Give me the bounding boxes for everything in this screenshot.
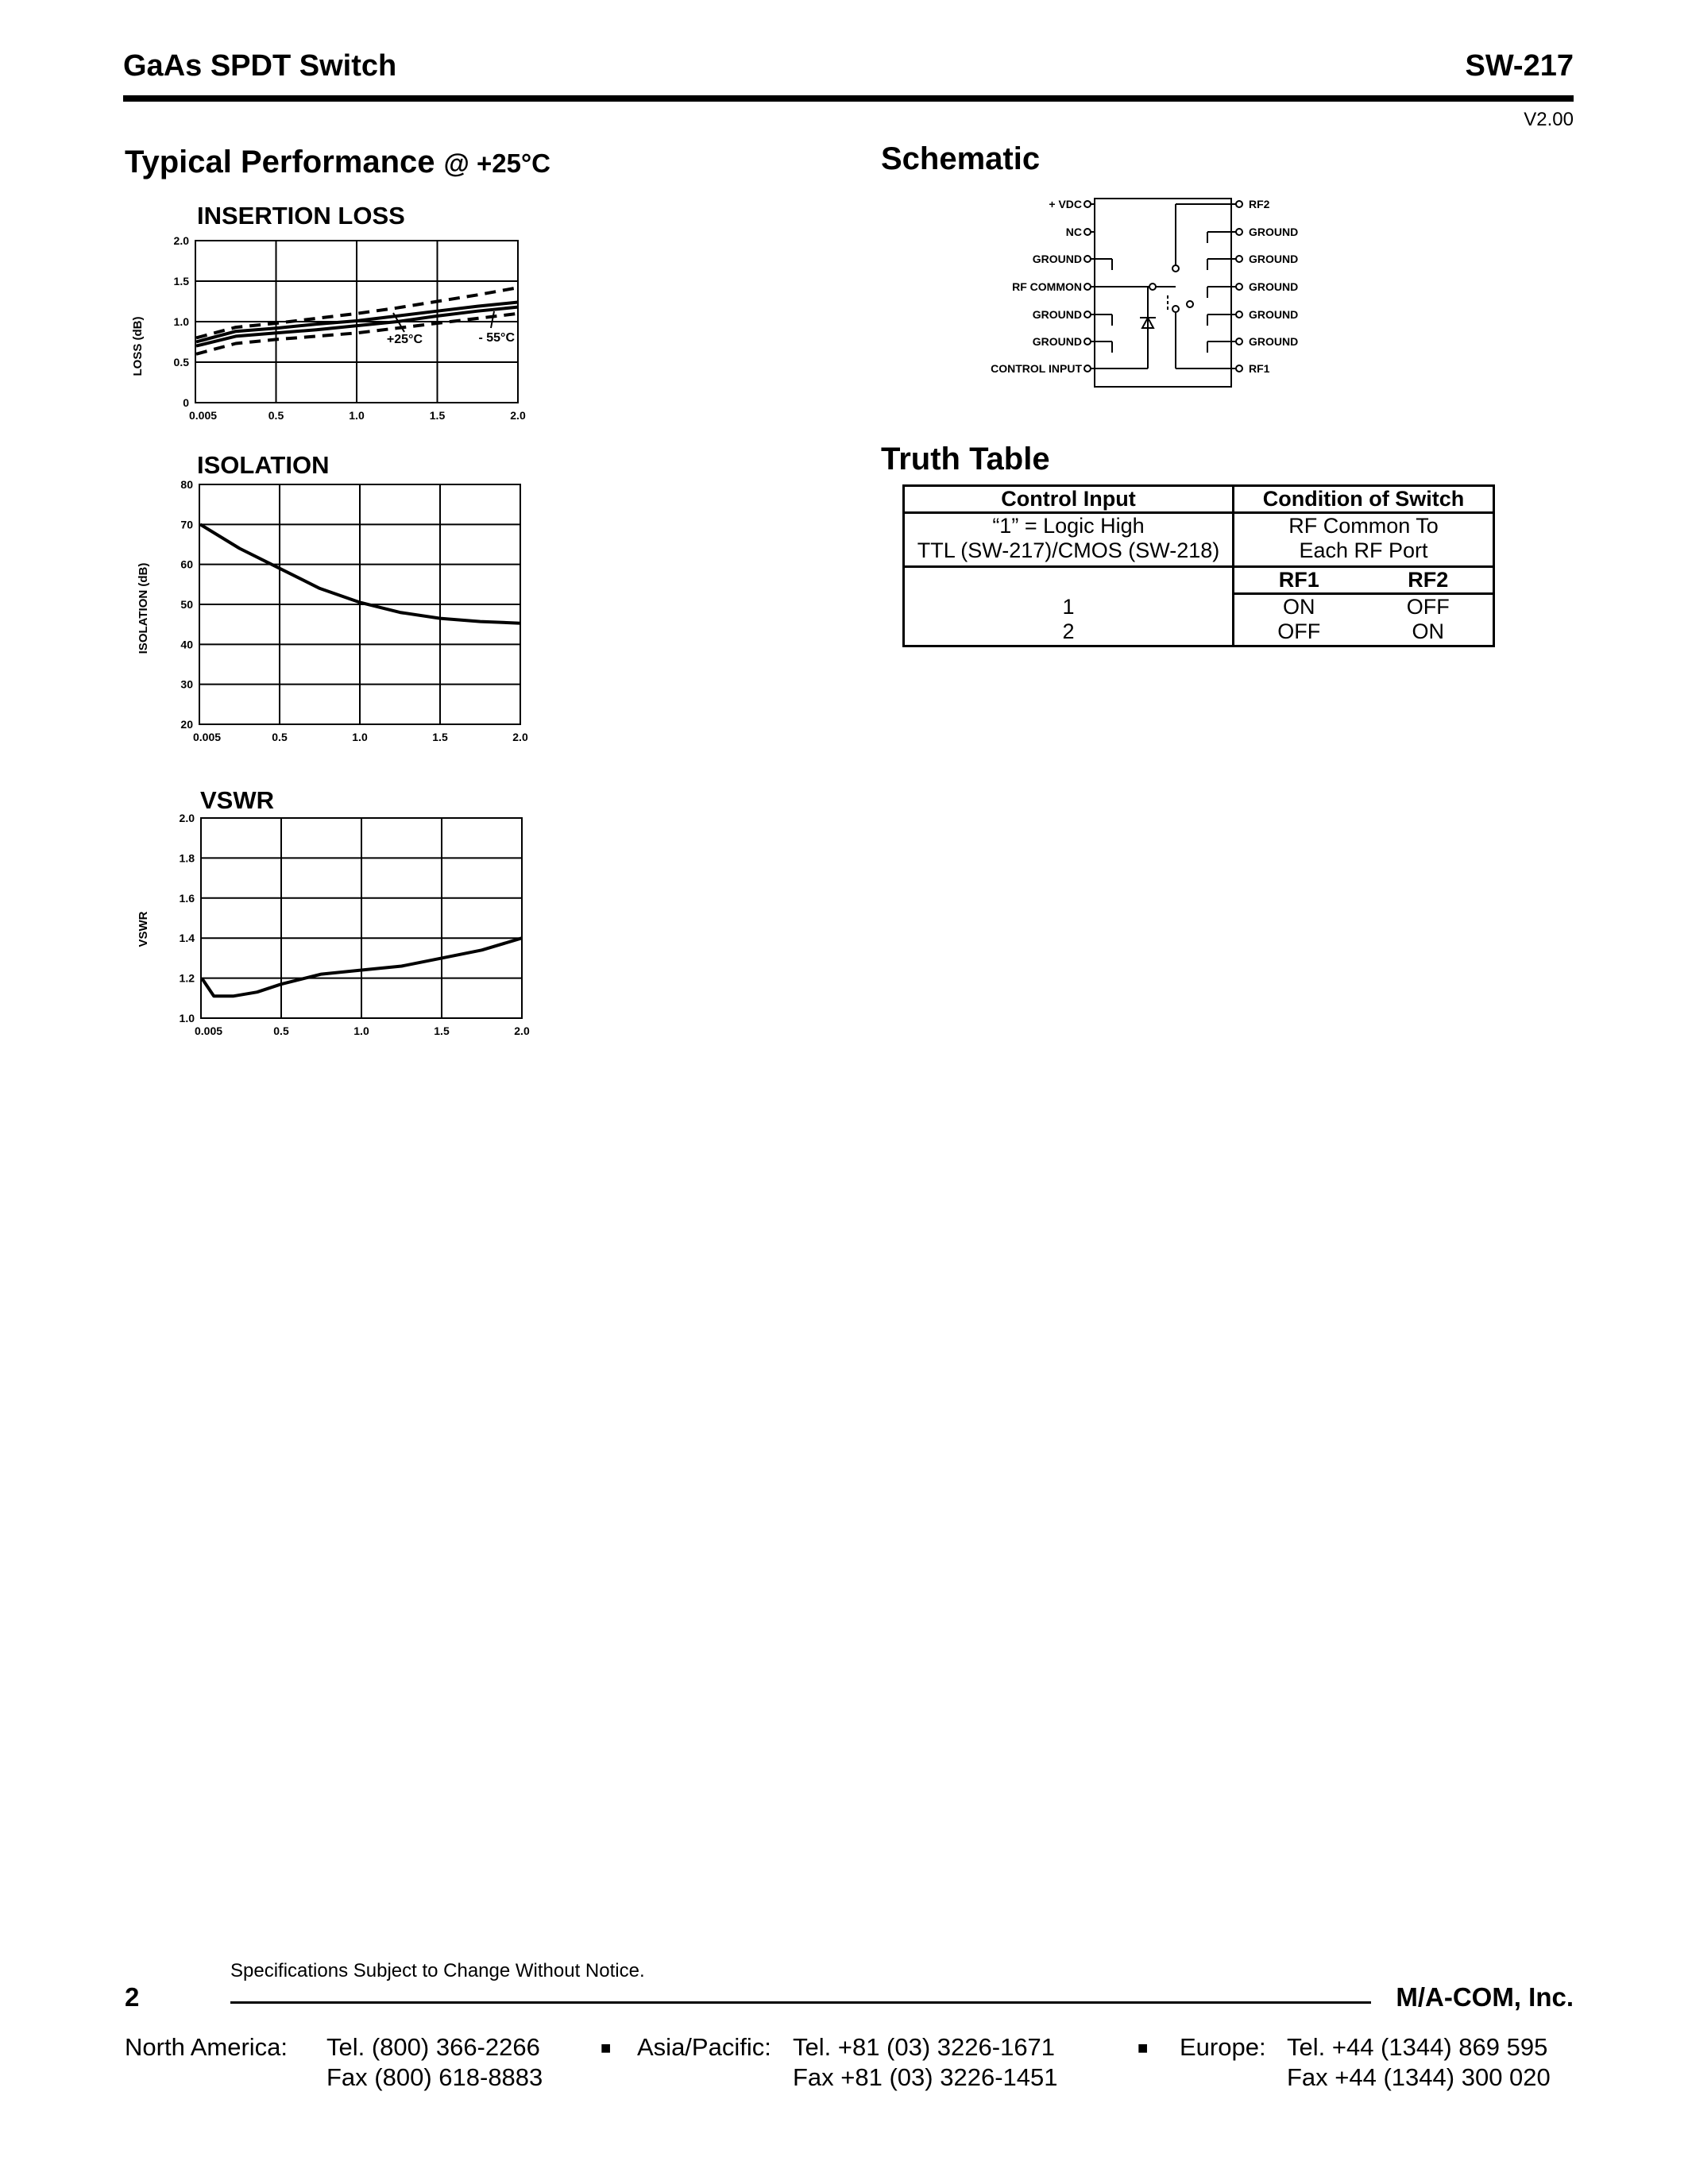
x-tick-label: 1.5: [434, 1024, 450, 1037]
y-tick-labels: [174, 234, 190, 409]
switch-state-values: [1234, 567, 1494, 646]
y-tick-label: 2.0: [173, 234, 189, 247]
pin-terminal: [1084, 201, 1091, 207]
annotation-plus25: +25°C: [386, 333, 423, 346]
y-tick-label: 30: [180, 677, 193, 691]
asia-pacific-tel: Tel. +81 (03) 3226-1671: [793, 2033, 1056, 2061]
pin-terminal: [1236, 365, 1242, 372]
annotation-minus55: - 55°C: [478, 331, 515, 345]
truth-table-title: Truth Table: [881, 442, 1050, 477]
pin-terminal: [1236, 338, 1242, 345]
y-tick-label: 40: [180, 638, 193, 651]
pin-terminal: [1236, 201, 1242, 207]
x-tick-label: 1.0: [352, 731, 368, 743]
y-tick-label: 1.0: [179, 1012, 195, 1024]
annotation-leader-minus55: [491, 311, 494, 328]
y-axis-label: VSWR: [137, 911, 150, 947]
pin-label-right: GROUND: [1249, 308, 1299, 321]
pin-terminal: [1236, 311, 1242, 318]
truth-table-header-row: [904, 486, 1494, 513]
y-tick-label: 20: [180, 718, 193, 731]
subheader-rf2: RF2: [1408, 568, 1449, 592]
header-condition-of-switch: Condition of Switch: [1234, 486, 1494, 513]
spec-notice: Specifications Subject to Change Without Notice.: [230, 1960, 645, 1981]
y-tick-label: 0: [183, 396, 189, 409]
x-tick-label: 0.005: [195, 1024, 223, 1037]
pin-terminal: [1084, 229, 1091, 235]
chart-title-isolation: ISOLATION: [197, 451, 330, 479]
rf2-state-2: ON: [1412, 619, 1444, 643]
pin-terminal: [1084, 365, 1091, 372]
control-input-description: [904, 513, 1234, 567]
pin-terminal: [1236, 284, 1242, 290]
performance-condition: @ +25°C: [443, 149, 551, 178]
pin-label-left: GROUND: [1032, 308, 1082, 321]
truth-table: [902, 484, 1495, 647]
y-tick-label: 1.8: [179, 851, 195, 865]
page-number: 2: [125, 1982, 140, 2012]
company-name: M/A-COM, Inc.: [1396, 1982, 1574, 2012]
y-tick-label: 1.2: [179, 971, 195, 985]
left-pin-labels: [991, 198, 1095, 375]
version-label: V2.00: [1524, 109, 1574, 130]
y-tick-label: 1.5: [173, 275, 189, 287]
x-tick-label: 0.5: [273, 1024, 289, 1037]
footer-rule: [230, 2001, 1371, 2004]
input-value-2: 2: [1062, 619, 1075, 643]
pin-label-right: RF2: [1249, 198, 1270, 210]
rf1-state-1: ON: [1283, 595, 1315, 619]
y-tick-label: 0.5: [173, 356, 189, 369]
y-tick-label: 1.6: [179, 891, 195, 905]
input-value-1: 1: [1062, 595, 1075, 619]
isolation-chart: [127, 473, 540, 759]
performance-title: Typical Performance: [125, 145, 435, 179]
switch-condition-description: [1234, 513, 1494, 567]
y-tick-label: 2.0: [179, 812, 195, 824]
x-tick-labels: [195, 1024, 530, 1037]
north-america-label: North America:: [125, 2033, 288, 2061]
ttl-cmos-line: TTL (SW-217)/CMOS (SW-218): [917, 538, 1220, 562]
part-number: SW-217: [1465, 49, 1574, 83]
schematic-title: Schematic: [881, 141, 1041, 176]
y-tick-labels: [180, 812, 195, 1024]
rf-common-line: RF Common To: [1288, 514, 1439, 538]
control-input-values: [904, 567, 1234, 646]
subheader-rf1: RF1: [1278, 568, 1319, 592]
x-tick-label: 1.0: [349, 409, 365, 422]
europe-tel: Tel. +44 (1344) 869 595: [1287, 2033, 1548, 2061]
pin-terminal: [1084, 311, 1091, 318]
x-tick-label: 0.5: [272, 731, 288, 743]
pin-label-right: RF1: [1249, 362, 1270, 375]
x-tick-label: 1.5: [432, 731, 448, 743]
x-tick-labels: [189, 409, 526, 422]
chart-grid: [199, 484, 520, 724]
x-tick-label: 0.005: [193, 731, 222, 743]
schematic-diagram: [937, 183, 1350, 397]
y-tick-label: 80: [180, 478, 193, 491]
pin-label-left: CONTROL INPUT: [991, 362, 1082, 375]
y-tick-label: 1.0: [173, 315, 189, 328]
pin-label-left: GROUND: [1032, 253, 1082, 265]
y-tick-label: 1.4: [179, 932, 195, 945]
pin-label-left: RF COMMON: [1012, 280, 1082, 293]
x-tick-label: 0.5: [268, 409, 284, 422]
pin-label-right: GROUND: [1249, 335, 1299, 348]
x-tick-label: 0.005: [189, 409, 218, 422]
pin-terminal: [1236, 229, 1242, 235]
performance-heading: [125, 145, 550, 180]
y-axis-label: LOSS (dB): [131, 316, 145, 376]
north-america-fax: Fax (800) 618-8883: [326, 2063, 543, 2091]
x-tick-label: 2.0: [512, 731, 528, 743]
state-row-1: [1234, 595, 1493, 619]
truth-table-values-row: [904, 567, 1494, 646]
pin-label-left: + VDC: [1049, 198, 1082, 210]
x-tick-label: 2.0: [514, 1024, 530, 1037]
y-tick-label: 70: [180, 518, 193, 531]
rf1-state-2: OFF: [1277, 619, 1321, 643]
truth-table-description-row: [904, 513, 1494, 567]
rf-subheader: [1234, 568, 1493, 595]
pin-label-right: GROUND: [1249, 280, 1299, 293]
north-america-tel: Tel. (800) 366-2266: [326, 2033, 540, 2061]
y-axis-label: ISOLATION (dB): [137, 562, 150, 654]
bullet-separator: ■: [601, 2038, 612, 2058]
y-tick-label: 50: [180, 598, 193, 611]
asia-pacific-fax: Fax +81 (03) 3226-1451: [793, 2063, 1058, 2091]
x-tick-label: 1.0: [353, 1024, 369, 1037]
y-tick-label: 60: [180, 558, 193, 571]
x-tick-label: 2.0: [510, 409, 526, 422]
header-control-input: Control Input: [904, 486, 1234, 513]
x-tick-labels: [193, 731, 528, 743]
rf2-state-1: OFF: [1406, 595, 1450, 619]
y-tick-labels: [180, 478, 193, 731]
pin-terminal: [1084, 284, 1091, 290]
pin-terminal: [1084, 256, 1091, 262]
insertion-loss-chart: [127, 230, 540, 429]
pin-label-left: GROUND: [1032, 335, 1082, 348]
asia-pacific-label: Asia/Pacific:: [637, 2033, 771, 2061]
pin-terminal: [1236, 256, 1242, 262]
document-title: GaAs SPDT Switch: [123, 49, 397, 83]
pin-terminal: [1084, 338, 1091, 345]
chart-title-insertion-loss: INSERTION LOSS: [197, 202, 405, 230]
right-pin-labels: [1231, 198, 1298, 375]
vswr-chart: [127, 810, 540, 1048]
chart-grid: [201, 818, 522, 1018]
pin-label-left: NC: [1065, 226, 1082, 238]
pin-label-right: GROUND: [1249, 226, 1299, 238]
schematic-body: [1095, 199, 1231, 387]
x-tick-label: 1.5: [429, 409, 446, 422]
state-row-2: [1234, 619, 1493, 644]
chart-title-vswr: VSWR: [200, 786, 274, 814]
logic-high-line: “1” = Logic High: [992, 514, 1145, 538]
header-rule: [123, 95, 1574, 102]
pin-label-right: GROUND: [1249, 253, 1299, 265]
europe-label: Europe:: [1180, 2033, 1266, 2061]
bullet-separator: ■: [1138, 2038, 1149, 2058]
each-rf-port-line: Each RF Port: [1299, 538, 1428, 562]
europe-fax: Fax +44 (1344) 300 020: [1287, 2063, 1551, 2091]
